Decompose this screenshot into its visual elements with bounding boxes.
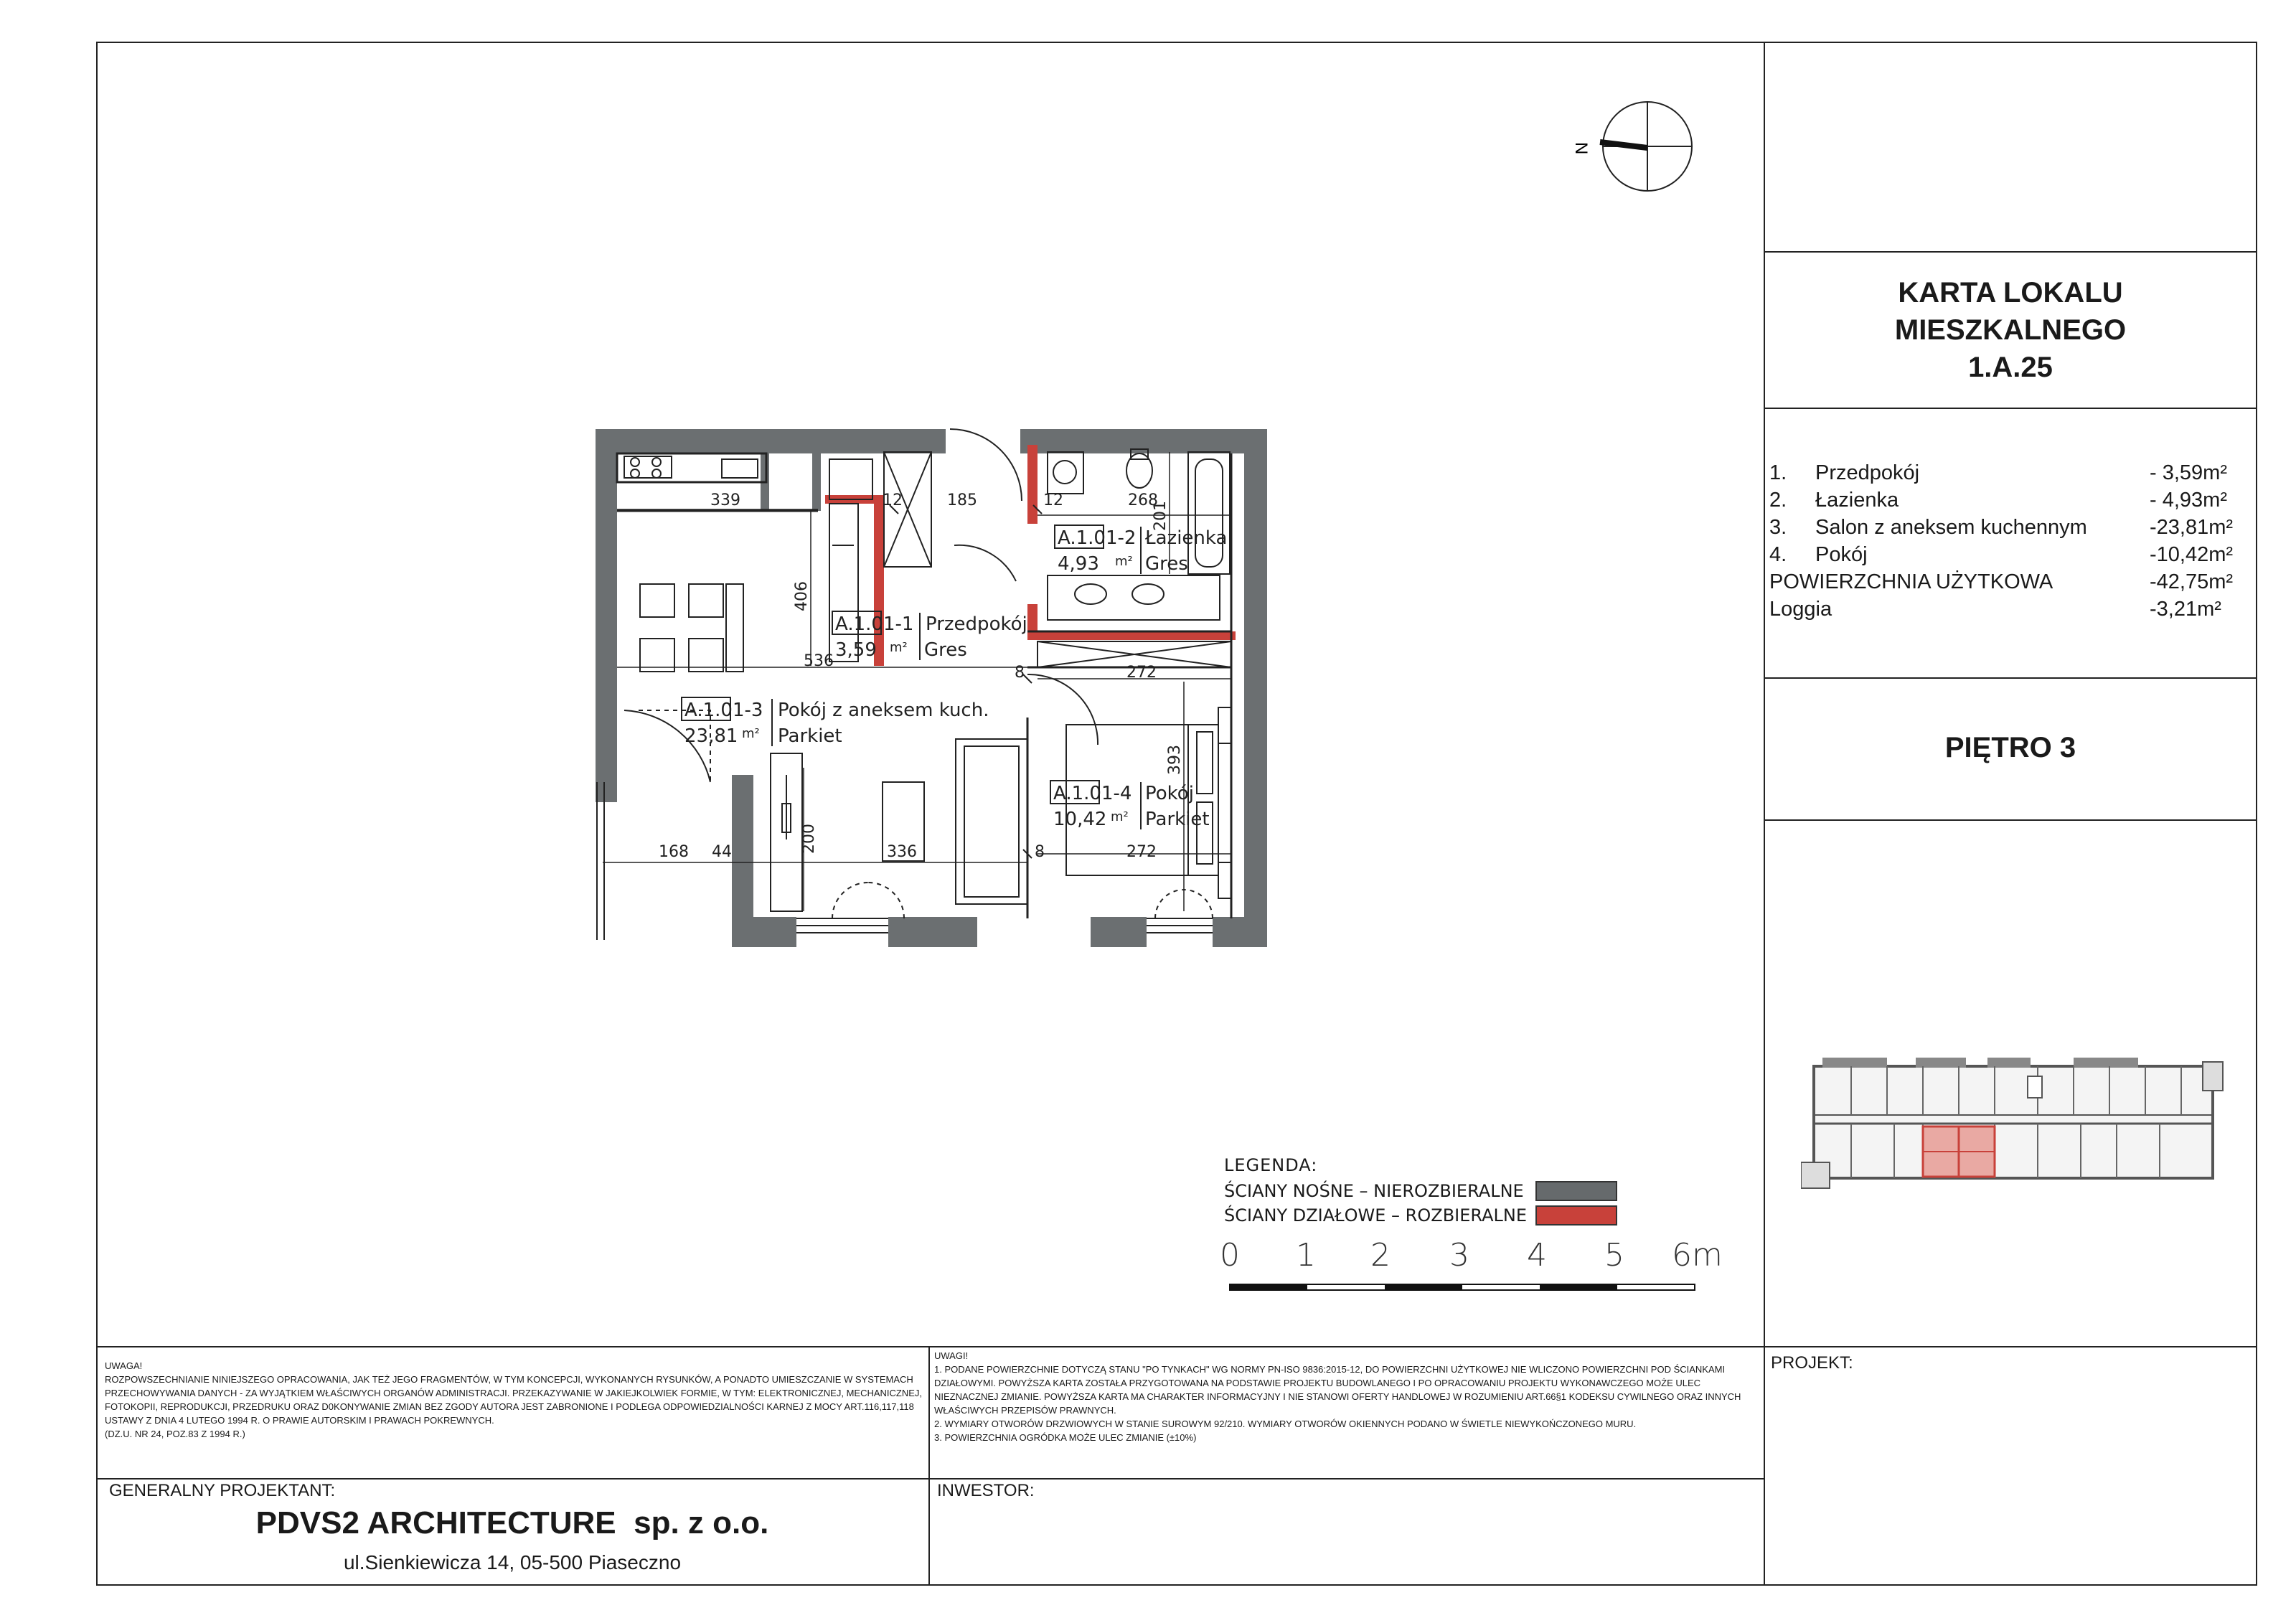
footer-divider-2 [1764,1346,1765,1586]
room-tag-unit: m² [890,640,908,655]
room-tag-name: Przedpokój [926,613,1027,635]
uwaga-text: ROZPOWSZECHNIANIE NINIEJSZEGO OPRACOWANIA, JAK TEŻ JEGO FRAGMENTÓW, W TYM KONCEPCJI, WYKONANYCH RYSUNKÓW, A PONADTO UMIESZCZANIE W SYSTEMACH PRZECHOWYWANIA DANYCH - ZA WYJĄTKIEM WŁAŚCIWYCH ORGANÓW ADMINISTRACJI. PRZEKAZYWANIE W JAKIEJKOLWIEK FORMIE, W TYM: ELEKTRONICZNEJ, MECHANICZNEJ, FOTOKOPII, REPRODUKCJI, PRZEDRUKU ORAZ D0KONYWANIE ZMIAN BEZ ZGODY AUTORA JEST ZABRONIONE I PODLEGA ODPOWIEDZIALNOŚCI KARNEJ Z MOCY ART.116,117,118 USTAWY Z DNIA 4 LUTEGO 1994 R. O PRAWIE AUTORSKIM I PRAWACH POKREWNYCH. [105,1374,923,1426]
dim-text: 168 [659,843,689,861]
legend-swatch-grey [1535,1181,1617,1201]
room-tag-name: Łazienka [1145,527,1228,549]
dim-text: 12 [1043,491,1063,509]
card-title [1764,274,2257,386]
usable-area-value: -42,75m² [2150,570,2234,593]
floor-label: PIĘTRO 3 [1944,732,2076,763]
scale-bar [1220,1234,1736,1299]
room-row [1769,486,2243,514]
north-label: N [1571,142,1591,155]
room-area: - 4,93m² [2150,489,2227,512]
projekt-label: PROJEKT: [1771,1353,1853,1373]
scale-label: 5 [1604,1237,1624,1274]
dim-text: 8 [1015,664,1025,682]
room-tag-area: 3,59 [835,639,877,661]
dim-text: 336 [887,843,917,861]
room-tag-finish: Parkiet [1145,809,1210,830]
room-tag-unit: m² [742,726,760,741]
legend-label: ŚCIANY DZIAŁOWE – ROZBIERALNE [1224,1205,1528,1226]
note-item: 3. POWIERZCHNIA OGRÓDKA MOŻE ULEC ZMIANIE (±10%) [934,1432,1197,1443]
scale-label: 3 [1449,1237,1469,1274]
uwaga-title: UWAGA! [105,1360,143,1371]
room-area: -10,42m² [2150,543,2234,566]
dim-text: 339 [710,491,740,509]
floor-key-plan [1801,1055,2224,1198]
dim-text: 12 [883,491,903,509]
divider-rooms-bottom [1764,677,2257,679]
room-name: Przedpokój [1815,461,1920,484]
investor-label: INWESTOR: [937,1481,1035,1500]
legend-swatch-red [1535,1205,1617,1226]
dim-text: 200 [800,824,818,854]
note-item: 1. PODANE POWIERZCHNIE DOTYCZĄ STANU "PO TYNKACH" WG NORMY PN-ISO 9836:2015-12, DO POWIERZCHNI UŻYTKOWEJ NIE WLICZONO POWIERZCHNI POD ŚCIANKAMI DZIAŁOWYMI. POWYŻSZA KARTA ZOSTAŁA PRZYGOTOWANA NA PODSTAWIE PROJEKTU BUDOWLANEGO I PO OPRACOWANIU PROJEKTU WYKONAWCZEGO MOŻE ULEC NIEZNACZNEJ ZMIANIE. POWYŻSZA KARTA MA CHARAKTER INFORMACYJNY I NIE STANOWI OFERTY HANDLOWEJ W ROZUMIENIU ART.66§1 KODEKSU CYWILNEGO ORAZ INNYCH WŁAŚCIWYCH PRZEPISÓW PRAWNYCH. [934,1364,1741,1416]
north-arrow-icon [1571,96,1715,204]
copyright-notice [105,1359,923,1441]
room-tag-code: A.1.01-3 [684,700,763,721]
scale-label: 0 [1220,1237,1240,1274]
room-tag-area: 4,93 [1058,553,1099,575]
card-title-line2: MIESZKALNEGO [1894,314,2127,346]
room-tag-finish: Gres [1145,553,1188,575]
footer-mid-line [96,1478,1765,1479]
room-tag-finish: Parkiet [778,725,842,747]
room-number: 4. [1769,543,1787,566]
divider-title-bottom [1764,408,2257,409]
divider-title-top [1764,251,2257,253]
footer-divider-1 [928,1346,930,1586]
dim-text: 272 [1126,843,1157,861]
scale-label: 6m [1672,1237,1723,1274]
loggia-value: -3,21m² [2150,598,2221,621]
room-row [1769,541,2243,568]
apartment-floor-plan [588,423,1277,969]
scale-label: 1 [1296,1237,1316,1274]
legend-item-load-bearing [1224,1181,1617,1201]
loggia-row [1769,596,2243,623]
dim-text: 406 [793,581,811,611]
dim-text: 185 [947,491,977,509]
room-area: - 3,59m² [2150,461,2227,484]
room-tag-code: A.1.01-1 [835,613,914,635]
legend-label: ŚCIANY NOŚNE – NIEROZBIERALNE [1224,1181,1524,1201]
room-tag-code: A.1.01-2 [1058,527,1137,549]
room-name: Salon z aneksem kuchennym [1815,516,2087,539]
usable-area-row [1769,568,2243,596]
dim-text: 8 [1035,843,1045,861]
room-area-list [1769,459,2243,623]
dim-text: 44 [712,843,732,861]
scale-label: 4 [1527,1237,1547,1274]
usable-area-label: POWIERZCHNIA UŻYTKOWA [1769,570,2053,593]
footer-top-line [96,1346,2257,1347]
room-area: -23,81m² [2150,516,2234,539]
room-number: 2. [1769,489,1787,512]
dim-text: 268 [1128,491,1158,509]
dim-text: 393 [1166,745,1184,775]
dim-text: 536 [804,652,834,670]
room-name: Łazienka [1815,489,1899,512]
dim-text: 272 [1126,664,1157,682]
room-number: 3. [1769,516,1787,539]
room-tag-unit: m² [1115,554,1133,569]
uwagi-title: UWAGI! [934,1350,969,1361]
card-title-line3: 1.A.25 [1968,352,2053,383]
room-tag-name: Pokój z aneksem kuch. [778,700,989,721]
legend-item-partition [1224,1205,1617,1226]
room-tag-unit: m² [1111,809,1129,824]
room-tag-name: Pokój [1145,783,1194,804]
dim-text: 201 [1152,501,1170,531]
loggia-label: Loggia [1769,598,1832,621]
uwaga-ref: (DZ.U. NR 24, POZ.83 Z 1994 R.) [105,1429,245,1439]
card-title-line1: KARTA LOKALU [1898,277,2123,309]
room-row [1769,459,2243,486]
room-tag-finish: Gres [924,639,967,661]
general-designer-label: GENERALNY PROJEKTANT: [109,1481,336,1500]
room-number: 1. [1769,461,1787,484]
room-tag-area: 23,81 [684,725,738,747]
room-tag-code: A.1.01-4 [1053,783,1132,804]
note-item: 2. WYMIARY OTWORÓW DRZWIOWYCH W STANIE SUROWYM 92/210. WYMIARY OTWORÓW OKIENNYCH PODANO W ŚWIETLE NIEWYKOŃCZONEGO MURU. [934,1419,1637,1429]
room-row [1769,514,2243,541]
company-name: PDVS2 ARCHITECTURE sp. z o.o. [255,1505,769,1540]
divider-floor-bottom [1764,819,2257,821]
right-column-divider [1764,42,1765,1347]
room-tag-area: 10,42 [1053,809,1107,830]
notes-block [934,1349,1759,1444]
scale-label: 2 [1370,1237,1391,1274]
company-address: ul.Sienkiewicza 14, 05-500 Piaseczno [343,1551,682,1573]
legend-title: LEGENDA: [1224,1155,1318,1175]
room-name: Pokój [1815,543,1868,566]
